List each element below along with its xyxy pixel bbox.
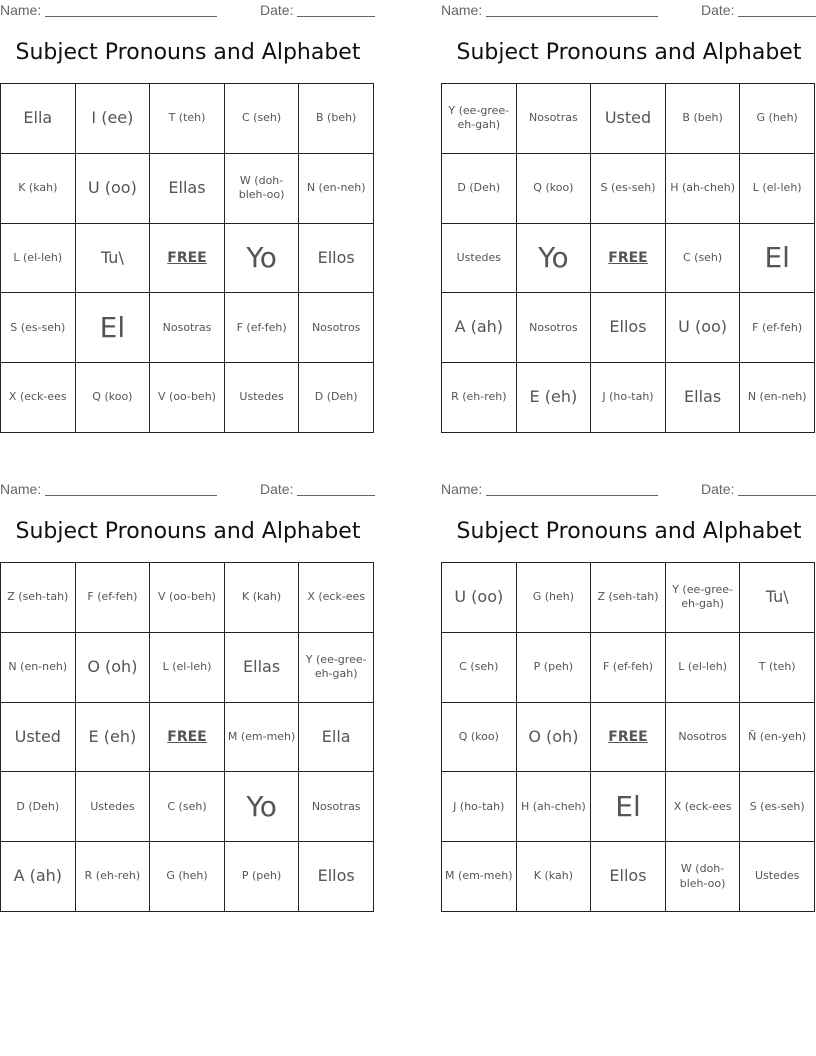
bingo-cell[interactable]: El (740, 224, 815, 294)
bingo-cell[interactable]: F (ef-feh) (225, 293, 300, 363)
bingo-cell[interactable]: El (76, 293, 151, 363)
bingo-cell[interactable]: F (ef-feh) (740, 293, 815, 363)
bingo-cell[interactable]: L (el-leh) (666, 633, 741, 703)
name-label: Name: (441, 481, 483, 497)
bingo-cell[interactable]: Tu\ (740, 563, 815, 633)
bingo-cell[interactable]: S (es-seh) (740, 772, 815, 842)
bingo-cell[interactable]: Tu\ (76, 224, 151, 294)
bingo-cell[interactable]: J (ho-tah) (442, 772, 517, 842)
bingo-cell[interactable]: K (kah) (517, 842, 592, 912)
bingo-cell[interactable]: R (eh-reh) (442, 363, 517, 433)
name-label: Name: (441, 2, 483, 18)
bingo-cell[interactable]: T (teh) (150, 84, 225, 154)
bingo-cell[interactable]: G (heh) (150, 842, 225, 912)
bingo-cell[interactable]: Y (ee-gree-eh-gah) (666, 563, 741, 633)
card-title: Subject Pronouns and Alphabet (456, 40, 802, 65)
date-label: Date: (260, 2, 294, 18)
bingo-grid (0, 562, 374, 912)
bingo-card-1 (0, 0, 376, 440)
bingo-cell[interactable]: X (eck-ees (666, 772, 741, 842)
date-label: Date: (701, 481, 735, 497)
bingo-cell[interactable]: U (oo) (76, 154, 151, 224)
bingo-cell[interactable]: V (oo-beh) (150, 363, 225, 433)
bingo-grid (0, 83, 374, 433)
bingo-card-4 (441, 479, 816, 919)
bingo-cell[interactable]: Y (ee-gree-eh-gah) (442, 84, 517, 154)
bingo-cell[interactable]: K (kah) (225, 563, 300, 633)
bingo-cell[interactable]: C (seh) (666, 224, 741, 294)
bingo-cell[interactable]: F (ef-feh) (591, 633, 666, 703)
bingo-cell[interactable]: A (ah) (1, 842, 76, 912)
bingo-cell[interactable]: E (eh) (517, 363, 592, 433)
bingo-cell[interactable]: B (beh) (666, 84, 741, 154)
bingo-cell[interactable]: Nosotras (150, 293, 225, 363)
bingo-cell[interactable]: C (seh) (225, 84, 300, 154)
name-label: Name: (0, 481, 42, 497)
bingo-cell[interactable]: T (teh) (740, 633, 815, 703)
bingo-cell[interactable]: N (en-neh) (299, 154, 374, 224)
bingo-cell[interactable]: Ellos (299, 842, 374, 912)
bingo-cell[interactable]: E (eh) (76, 703, 151, 773)
bingo-cell[interactable]: L (el-leh) (740, 154, 815, 224)
bingo-cell[interactable]: D (Deh) (442, 154, 517, 224)
free-space-cell[interactable]: FREE (591, 224, 666, 294)
free-space-cell[interactable]: FREE (591, 703, 666, 773)
bingo-cell[interactable]: F (ef-feh) (76, 563, 151, 633)
bingo-cell[interactable]: Ellas (666, 363, 741, 433)
bingo-card-3 (0, 479, 376, 919)
bingo-cell[interactable]: Ñ (en-yeh) (740, 703, 815, 773)
name-line[interactable] (45, 16, 217, 17)
bingo-cell[interactable]: N (en-neh) (1, 633, 76, 703)
bingo-cell[interactable]: Nosotros (666, 703, 741, 773)
bingo-cell[interactable]: G (heh) (740, 84, 815, 154)
bingo-cell[interactable]: Nosotros (517, 293, 592, 363)
date-line[interactable] (738, 495, 816, 496)
name-line[interactable] (486, 16, 658, 17)
bingo-cell[interactable]: M (em-meh) (225, 703, 300, 773)
name-date-header (0, 481, 376, 499)
bingo-cell[interactable]: Usted (1, 703, 76, 773)
bingo-cell[interactable]: Ellas (225, 633, 300, 703)
name-line[interactable] (486, 495, 658, 496)
name-line[interactable] (45, 495, 217, 496)
bingo-cell[interactable]: Nosotras (299, 772, 374, 842)
bingo-cell[interactable]: N (en-neh) (740, 363, 815, 433)
bingo-cell[interactable]: X (eck-ees (299, 563, 374, 633)
bingo-cell[interactable]: Ellos (591, 842, 666, 912)
bingo-cell[interactable]: K (kah) (1, 154, 76, 224)
bingo-cell[interactable]: O (oh) (76, 633, 151, 703)
bingo-cell[interactable]: Ustedes (225, 363, 300, 433)
bingo-cell[interactable]: Ella (1, 84, 76, 154)
name-date-header (441, 481, 816, 499)
bingo-cell[interactable]: Ellas (150, 154, 225, 224)
bingo-cell[interactable]: Yo (517, 224, 592, 294)
bingo-cell[interactable]: G (heh) (517, 563, 592, 633)
bingo-cell[interactable]: L (el-leh) (1, 224, 76, 294)
date-line[interactable] (297, 495, 375, 496)
bingo-cell[interactable]: C (seh) (150, 772, 225, 842)
bingo-cell[interactable]: P (peh) (517, 633, 592, 703)
bingo-cell[interactable]: El (591, 772, 666, 842)
bingo-cell[interactable]: V (oo-beh) (150, 563, 225, 633)
bingo-cell[interactable]: H (ah-cheh) (666, 154, 741, 224)
bingo-cell[interactable]: M (em-meh) (442, 842, 517, 912)
name-date-header (0, 2, 376, 20)
bingo-grid (441, 83, 815, 433)
bingo-cell[interactable]: Q (koo) (442, 703, 517, 773)
free-space-cell[interactable]: FREE (150, 224, 225, 294)
bingo-cell[interactable]: L (el-leh) (150, 633, 225, 703)
bingo-cell[interactable]: W (doh-bleh-oo) (225, 154, 300, 224)
bingo-cell[interactable]: Ellos (591, 293, 666, 363)
bingo-cell[interactable]: O (oh) (517, 703, 592, 773)
bingo-cell[interactable]: J (ho-tah) (591, 363, 666, 433)
bingo-cell[interactable]: C (seh) (442, 633, 517, 703)
bingo-cell[interactable]: A (ah) (442, 293, 517, 363)
date-label: Date: (701, 2, 735, 18)
bingo-cell[interactable]: Y (ee-gree-eh-gah) (299, 633, 374, 703)
bingo-cell[interactable]: Yo (225, 224, 300, 294)
date-line[interactable] (297, 16, 375, 17)
card-title: Subject Pronouns and Alphabet (15, 40, 361, 65)
bingo-cell[interactable]: Ellos (299, 224, 374, 294)
bingo-cell[interactable]: Ella (299, 703, 374, 773)
card-title: Subject Pronouns and Alphabet (456, 519, 802, 544)
bingo-cell[interactable]: D (Deh) (1, 772, 76, 842)
bingo-cell[interactable]: X (eck-ees (1, 363, 76, 433)
bingo-cell[interactable]: Usted (591, 84, 666, 154)
bingo-cell[interactable]: Ustedes (76, 772, 151, 842)
bingo-card-2 (441, 0, 816, 440)
bingo-grid (441, 562, 815, 912)
bingo-cell[interactable]: W (doh-bleh-oo) (666, 842, 741, 912)
bingo-cell[interactable]: R (eh-reh) (76, 842, 151, 912)
bingo-cell[interactable]: S (es-seh) (1, 293, 76, 363)
bingo-cell[interactable]: Nosotras (517, 84, 592, 154)
card-title: Subject Pronouns and Alphabet (15, 519, 361, 544)
bingo-cell[interactable]: Nosotros (299, 293, 374, 363)
bingo-cell[interactable]: Q (koo) (76, 363, 151, 433)
bingo-cell[interactable]: Z (seh-tah) (1, 563, 76, 633)
bingo-cell[interactable]: U (oo) (666, 293, 741, 363)
bingo-cell[interactable]: D (Deh) (299, 363, 374, 433)
bingo-cell[interactable]: Z (seh-tah) (591, 563, 666, 633)
bingo-cell[interactable]: Q (koo) (517, 154, 592, 224)
bingo-cell[interactable]: Yo (225, 772, 300, 842)
free-space-cell[interactable]: FREE (150, 703, 225, 773)
bingo-cell[interactable]: S (es-seh) (591, 154, 666, 224)
bingo-cell[interactable]: Ustedes (442, 224, 517, 294)
name-label: Name: (0, 2, 42, 18)
bingo-cell[interactable]: Ustedes (740, 842, 815, 912)
bingo-cell[interactable]: P (peh) (225, 842, 300, 912)
date-label: Date: (260, 481, 294, 497)
bingo-cell[interactable]: I (ee) (76, 84, 151, 154)
bingo-cell[interactable]: H (ah-cheh) (517, 772, 592, 842)
name-date-header (441, 2, 816, 20)
bingo-cell[interactable]: B (beh) (299, 84, 374, 154)
bingo-cell[interactable]: U (oo) (442, 563, 517, 633)
date-line[interactable] (738, 16, 816, 17)
